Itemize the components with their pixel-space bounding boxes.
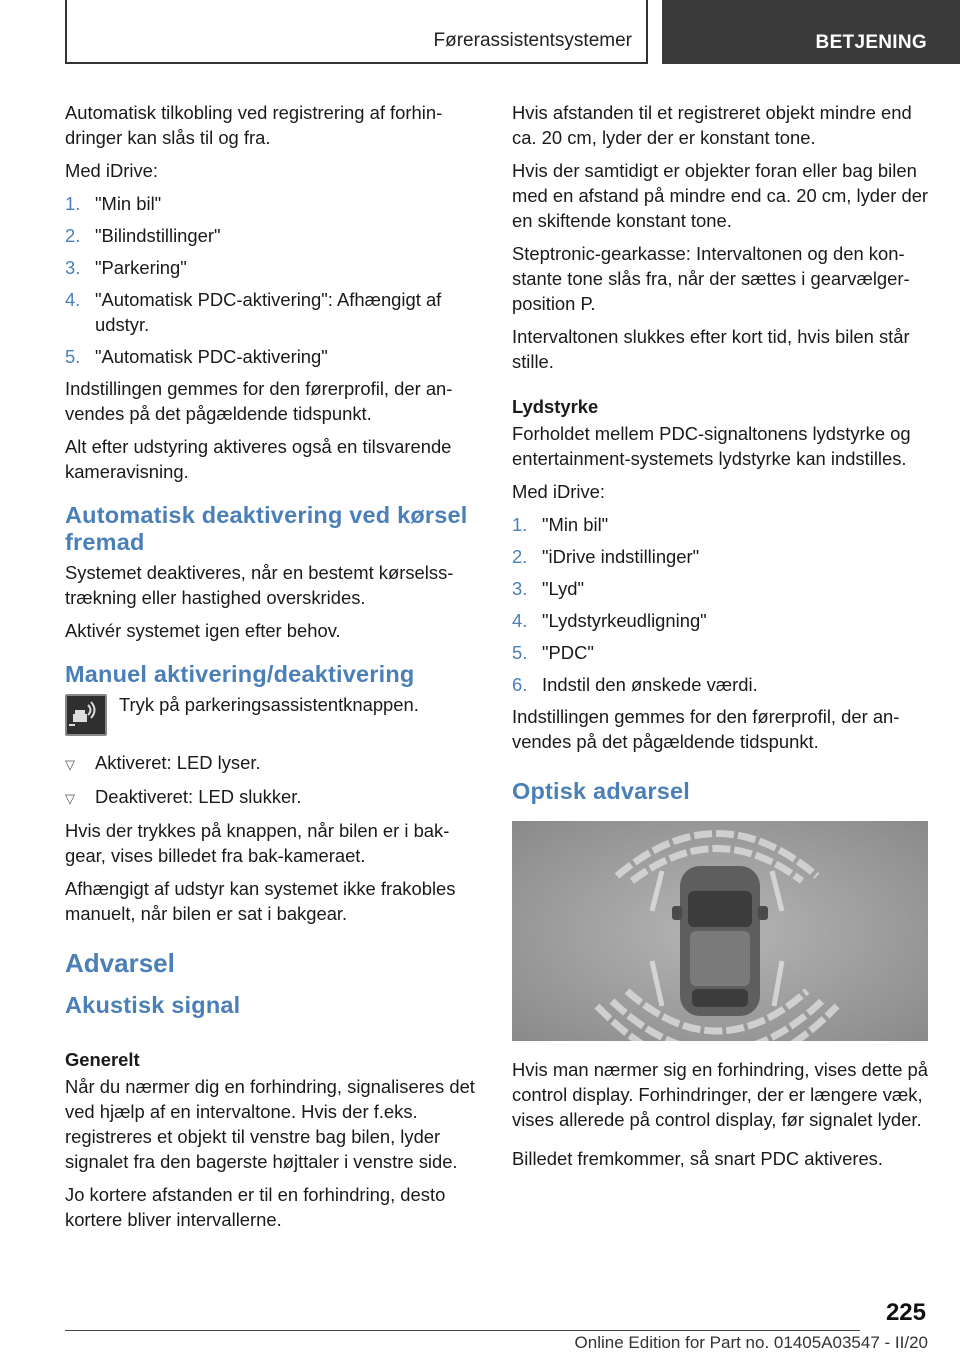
paragraph: Hvis der trykkes på knappen, når bilen er i bakgear, vises billedet fra bak-kameraet. — [65, 820, 450, 866]
paragraph: Jo kortere afstanden er til en forhindring, desto kortere bliver intervallerne. — [65, 1184, 446, 1230]
list-item: ▽ Aktiveret: LED lyser. — [65, 750, 475, 777]
list-item: 5. "PDC" — [512, 642, 594, 663]
paragraph: Når du nærmer dig en forhindring, signaliseres det ved hjælp af en intervaltone. Hvis der f.eks. registreres et objekt til venstre bag bilen, lyder signalet fra den bagerste højttaler i venstre side. — [65, 1076, 475, 1172]
paragraph: Forholdet mellem PDC-signaltonens lydstyrke og entertainment-systemets lydstyrke kan indstilles. — [512, 423, 911, 469]
left-column — [65, 100, 475, 1240]
paragraph: Alt efter udstyring aktiveres også en tilsvarende kameravisning. — [65, 436, 452, 482]
chapter-title: Førerassistentsystemer — [433, 30, 632, 51]
list-item: 3. "Lyd" — [512, 578, 585, 599]
footer-divider — [65, 1330, 860, 1331]
heading-manual-activation: Manuel aktivering/deaktivering — [65, 661, 415, 687]
paragraph: Indstillingen gemmes for den førerprofil, der anvendes på det pågældende tidspunkt. — [512, 706, 900, 752]
list-item: ▽ Deaktiveret: LED slukker. — [65, 784, 475, 811]
list-item: 4. "Lydstyrkeudligning" — [512, 610, 707, 631]
page-number: 225 — [885, 1299, 926, 1326]
list-item: 6. Indstil den ønskede værdi. — [512, 674, 758, 695]
list-item: 2. "Bilindstillinger" — [65, 225, 221, 246]
heading-warning: Advarsel — [65, 948, 175, 978]
button-instruction — [65, 692, 475, 736]
list-item: 2. "iDrive indstillinger" — [512, 546, 700, 567]
list-item: 1. "Min bil" — [65, 193, 162, 214]
paragraph: Automatisk tilkobling ved registrering af forhindringer kan slås til og fra. — [65, 102, 443, 148]
paragraph: Indstillingen gemmes for den førerprofil, der anvendes på det pågældende tidspunkt. — [65, 378, 453, 424]
volume-steps-list — [512, 512, 930, 697]
footer-edition: Online Edition for Part no. 01405A03547 - II/20 — [574, 1333, 928, 1352]
pdc-display-image — [512, 821, 928, 1041]
button-instruction-text: Tryk på parkeringsassistentknappen. — [119, 694, 419, 715]
section-tab — [662, 0, 960, 64]
list-item: 1. "Min bil" — [512, 514, 609, 535]
paragraph: Hvis afstanden til et registreret objekt mindre end ca. 20 cm, lyder der er konstant tone. — [512, 102, 912, 148]
heading-optical-warning: Optisk advarsel — [512, 778, 691, 804]
paragraph: Med iDrive: — [512, 481, 605, 502]
heading-acoustic-signal: Akustisk signal — [65, 992, 241, 1018]
paragraph: Afhængigt af udstyr kan systemet ikke frakobles manuelt, når bilen er sat i bakgear. — [65, 878, 456, 924]
car-top-view-icon — [672, 866, 768, 1016]
heading-auto-deactivation: Automatisk deaktivering ved kørsel fremad — [65, 502, 468, 555]
paragraph: Steptronic-gearkasse: Intervaltonen og den konstante tone slås fra, når der sættes i gearvælgerposition P. — [512, 243, 910, 314]
header-box — [65, 0, 648, 64]
section-title: BETJENING — [815, 32, 927, 53]
triangle-bullet-icon: ▽ — [65, 791, 75, 806]
heading-general: Generelt — [65, 1049, 140, 1070]
paragraph: Systemet deaktiveres, når en bestemt kørselsstrækning eller hastighed overskrides. — [65, 562, 454, 608]
triangle-bullet-icon: ▽ — [65, 757, 75, 772]
led-status-list — [65, 750, 475, 811]
paragraph: Aktivér systemet igen efter behov. — [65, 620, 341, 641]
paragraph: Hvis der samtidigt er objekter foran eller bag bilen med en afstand på mindre end ca. 20 cm, lyder der en skiftende konstant tone. — [512, 160, 929, 231]
paragraph: Billedet fremkommer, så snart PDC aktiveres. — [512, 1148, 883, 1169]
paragraph: Hvis man nærmer sig en forhindring, vises dette på control display. Forhindringer, der er længere væk, vises allerede på control display, før signalet lyder. — [512, 1059, 929, 1130]
heading-volume: Lydstyrke — [512, 396, 599, 417]
paragraph: Med iDrive: — [65, 160, 158, 181]
list-item: 5. "Automatisk PDC-aktivering" — [65, 346, 328, 367]
idrive-steps-list — [65, 191, 475, 369]
list-item: 3. "Parkering" — [65, 257, 187, 278]
parking-assistant-button-icon — [65, 694, 107, 736]
list-item: 4. "Automatisk PDC-aktivering": Afhængigt af udstyr. — [65, 289, 442, 335]
right-column — [512, 100, 930, 1179]
paragraph: Intervaltonen slukkes efter kort tid, hvis bilen står stille. — [512, 326, 910, 372]
